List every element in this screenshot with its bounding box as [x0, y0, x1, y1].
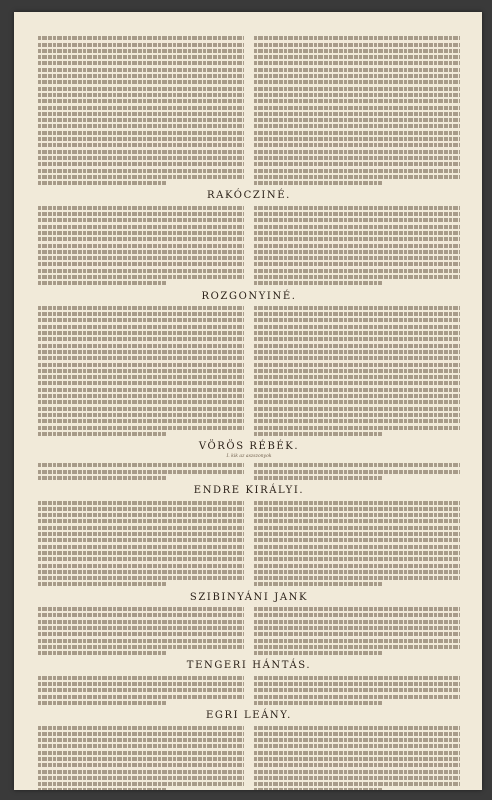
text-line: [254, 137, 460, 141]
text-line: [254, 557, 460, 561]
text-line: [254, 620, 460, 624]
text-line: [254, 532, 460, 536]
text-line: [254, 607, 460, 611]
text-line: [38, 639, 244, 643]
text-line: [254, 131, 460, 135]
text-line: [38, 369, 244, 373]
sections-container: [38, 190, 460, 790]
text-line: [38, 532, 244, 536]
text-line: [254, 688, 460, 692]
text-line: [254, 150, 460, 154]
section-columns: [38, 203, 460, 287]
text-line: [38, 281, 166, 285]
section-left-column: [38, 498, 244, 588]
text-line: [254, 112, 460, 116]
text-line: [254, 551, 460, 555]
section-title: ROZGONYINÉ.: [201, 290, 297, 302]
text-line: [254, 564, 460, 568]
text-line: [254, 388, 460, 392]
section-left-column: [38, 673, 244, 707]
section-title: RAKÓCZINÉ.: [207, 190, 291, 202]
section-title: SZIBINYÁNI JANK: [189, 591, 309, 603]
text-line: [254, 350, 460, 354]
text-line: [38, 87, 244, 91]
text-line: [38, 49, 244, 53]
text-line: [254, 237, 460, 241]
text-line: [254, 269, 460, 273]
text-line: [254, 676, 460, 680]
text-line: [254, 400, 460, 404]
text-line: [254, 413, 460, 417]
section-left-column: [38, 461, 244, 482]
text-line: [38, 356, 244, 360]
text-line: [254, 325, 460, 329]
text-line: [38, 501, 244, 505]
text-line: [38, 375, 244, 379]
text-line: [38, 206, 244, 210]
text-line: [254, 36, 460, 40]
text-line: [254, 519, 460, 523]
text-line: [254, 776, 460, 780]
text-line: [38, 576, 244, 580]
section-right-column: [254, 605, 460, 658]
text-line: [254, 143, 460, 147]
text-line: [38, 426, 244, 430]
text-line: [254, 538, 460, 542]
text-line: [254, 331, 460, 335]
text-line: [254, 231, 460, 235]
text-line: [38, 776, 244, 780]
text-line: [254, 526, 460, 530]
text-line: [38, 419, 244, 423]
section-columns: [38, 605, 460, 658]
text-line: [254, 61, 460, 65]
text-line: [38, 68, 244, 72]
text-line: [254, 93, 460, 97]
text-line: [38, 131, 244, 135]
text-line: [254, 206, 460, 210]
section-columns: [38, 673, 460, 707]
text-line: [254, 751, 460, 755]
text-line: [38, 106, 244, 110]
section-left-column: [38, 203, 244, 287]
text-line: [38, 388, 244, 392]
text-line: [38, 112, 244, 116]
text-line: [254, 262, 460, 266]
text-line: [38, 676, 244, 680]
text-line: [38, 407, 244, 411]
text-line: [38, 318, 244, 322]
text-line: [38, 275, 244, 279]
section-right-column: [254, 498, 460, 588]
text-line: [38, 212, 244, 216]
text-line: [38, 312, 244, 316]
text-line: [38, 124, 244, 128]
text-line: [38, 538, 244, 542]
text-line: [38, 400, 244, 404]
text-line: [38, 363, 244, 367]
text-line: [38, 218, 244, 222]
text-line: [38, 470, 244, 474]
document-page: [14, 12, 482, 790]
text-line: [254, 106, 460, 110]
text-line: [254, 463, 460, 467]
section-right-column: [254, 203, 460, 287]
text-line: [254, 369, 460, 373]
text-line: [254, 244, 460, 248]
text-line: [254, 645, 460, 649]
section-right-column: [254, 461, 460, 482]
text-line: [254, 381, 460, 385]
text-line: [254, 87, 460, 91]
text-line: [38, 99, 244, 103]
text-line: [38, 513, 244, 517]
text-line: [38, 36, 244, 40]
text-line: [38, 74, 244, 78]
text-line: [38, 613, 244, 617]
text-line: [254, 695, 460, 699]
text-line: [254, 218, 460, 222]
text-line: [254, 788, 382, 790]
text-line: [254, 356, 460, 360]
text-line: [254, 175, 460, 179]
text-line: [38, 463, 244, 467]
text-line: [254, 570, 460, 574]
text-line: [254, 432, 382, 436]
text-line: [38, 732, 244, 736]
text-line: [38, 738, 244, 742]
text-line: [254, 162, 460, 166]
text-line: [38, 175, 244, 179]
text-line: [254, 726, 460, 730]
intro-left-column: [38, 34, 244, 187]
text-line: [254, 318, 460, 322]
text-line: [254, 312, 460, 316]
text-line: [38, 782, 244, 786]
text-line: [38, 394, 244, 398]
text-line: [254, 212, 460, 216]
text-line: [254, 626, 460, 630]
section-columns: [38, 304, 460, 439]
text-line: [38, 169, 244, 173]
section-left-column: [38, 605, 244, 658]
text-line: [38, 726, 244, 730]
text-line: [254, 632, 460, 636]
section-title: TENGERI HÁNTÁS.: [186, 660, 312, 672]
text-line: [38, 688, 244, 692]
text-line: [254, 682, 460, 686]
intro-right-column: [254, 34, 460, 187]
text-line: [254, 55, 460, 59]
text-line: [254, 582, 382, 586]
text-line: [38, 237, 244, 241]
text-line: [38, 432, 166, 436]
section-note: I. kik az aszszonyok: [226, 454, 272, 460]
text-line: [38, 651, 166, 655]
text-line: [38, 55, 244, 59]
section-columns: [38, 498, 460, 588]
text-line: [38, 93, 244, 97]
text-line: [38, 557, 244, 561]
text-line: [254, 770, 460, 774]
text-line: [254, 306, 460, 310]
text-line: [38, 250, 244, 254]
text-line: [38, 269, 244, 273]
text-line: [38, 582, 166, 586]
text-line: [254, 419, 460, 423]
section-columns: [38, 723, 460, 790]
text-line: [254, 407, 460, 411]
text-line: [254, 426, 460, 430]
text-line: [38, 476, 166, 480]
text-line: [254, 337, 460, 341]
text-line: [254, 281, 382, 285]
text-line: [254, 68, 460, 72]
text-line: [254, 49, 460, 53]
text-line: [38, 231, 244, 235]
section-right-column: [254, 723, 460, 790]
text-line: [38, 744, 244, 748]
section-columns: [38, 461, 460, 482]
text-line: [38, 225, 244, 229]
text-line: [254, 763, 460, 767]
text-line: [38, 770, 244, 774]
text-line: [38, 150, 244, 154]
section-title: ENDRE KIRÁLYI.: [193, 485, 305, 497]
text-line: [254, 738, 460, 742]
text-line: [254, 513, 460, 517]
text-line: [38, 695, 244, 699]
text-line: [38, 682, 244, 686]
text-line: [38, 381, 244, 385]
text-line: [254, 124, 460, 128]
text-line: [254, 99, 460, 103]
text-line: [254, 74, 460, 78]
text-line: [38, 564, 244, 568]
text-line: [254, 118, 460, 122]
text-line: [38, 413, 244, 417]
text-line: [254, 613, 460, 617]
text-line: [38, 701, 166, 705]
text-line: [254, 701, 382, 705]
text-line: [38, 607, 244, 611]
text-line: [38, 570, 244, 574]
text-line: [38, 788, 166, 790]
text-line: [38, 507, 244, 511]
text-line: [38, 632, 244, 636]
text-line: [254, 250, 460, 254]
text-line: [38, 181, 166, 185]
text-line: [38, 526, 244, 530]
text-line: [254, 375, 460, 379]
text-line: [254, 275, 460, 279]
section-right-column: [254, 673, 460, 707]
text-line: [38, 306, 244, 310]
text-line: [254, 470, 460, 474]
page-content: [38, 34, 460, 770]
text-line: [254, 732, 460, 736]
text-line: [254, 80, 460, 84]
text-line: [38, 162, 244, 166]
text-line: [38, 337, 244, 341]
text-line: [38, 626, 244, 630]
text-line: [254, 43, 460, 47]
text-line: [254, 156, 460, 160]
text-line: [38, 262, 244, 266]
text-line: [38, 137, 244, 141]
text-line: [38, 519, 244, 523]
section-right-column: [254, 304, 460, 439]
text-line: [38, 244, 244, 248]
text-line: [254, 576, 460, 580]
text-line: [254, 782, 460, 786]
text-line: [254, 744, 460, 748]
text-line: [38, 80, 244, 84]
text-line: [254, 507, 460, 511]
text-line: [38, 645, 244, 649]
text-line: [254, 651, 382, 655]
text-line: [254, 476, 382, 480]
text-line: [38, 344, 244, 348]
text-line: [38, 620, 244, 624]
text-line: [254, 639, 460, 643]
text-line: [254, 394, 460, 398]
text-line: [38, 325, 244, 329]
text-line: [38, 118, 244, 122]
text-line: [38, 256, 244, 260]
text-line: [38, 551, 244, 555]
intro-columns: [38, 34, 460, 187]
text-line: [254, 363, 460, 367]
text-line: [38, 143, 244, 147]
text-line: [254, 501, 460, 505]
text-line: [38, 43, 244, 47]
text-line: [38, 763, 244, 767]
text-line: [254, 344, 460, 348]
text-line: [38, 751, 244, 755]
text-line: [38, 350, 244, 354]
text-line: [38, 545, 244, 549]
section-left-column: [38, 723, 244, 790]
text-line: [254, 545, 460, 549]
text-line: [38, 331, 244, 335]
section-title: VÖRÖS RÉBÉK.: [198, 441, 300, 453]
text-line: [254, 169, 460, 173]
text-line: [254, 181, 382, 185]
text-line: [254, 225, 460, 229]
text-line: [254, 757, 460, 761]
section-title: EGRI LEÁNY.: [206, 710, 292, 722]
text-line: [254, 256, 460, 260]
section-left-column: [38, 304, 244, 439]
text-line: [38, 61, 244, 65]
text-line: [38, 156, 244, 160]
text-line: [38, 757, 244, 761]
